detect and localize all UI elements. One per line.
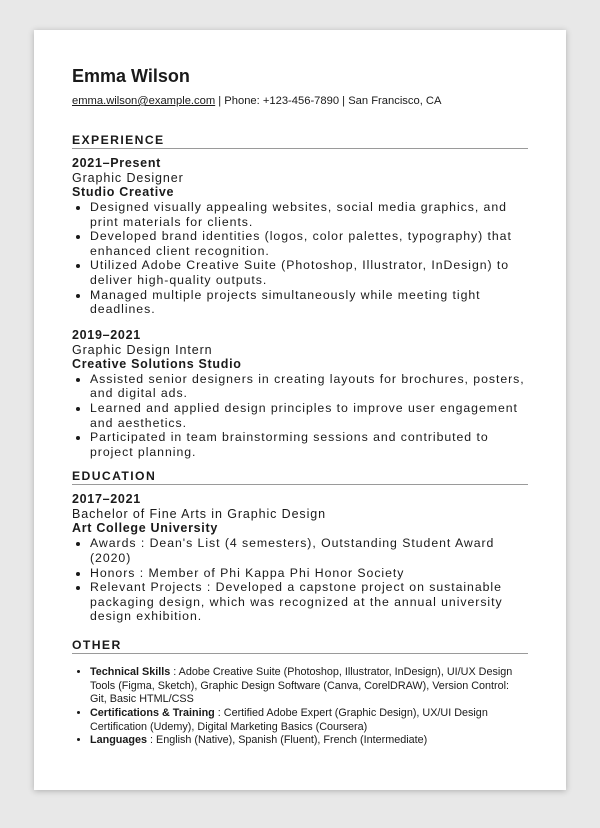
bullet-item: • Assisted senior designers in creating layouts for brochures, posters, and digital ads. (90, 372, 528, 401)
entry-years: 2019–2021 (72, 327, 141, 342)
entry-degree: Bachelor of Fine Arts in Graphic Design (72, 507, 326, 522)
experience-entry (72, 328, 528, 460)
location-text: San Francisco, CA (348, 95, 442, 107)
entry-role: Graphic Design Intern (72, 342, 213, 357)
other-label: Technical Skills (90, 665, 171, 678)
section-title-education: EDUCATION (72, 469, 528, 485)
resume-name: Emma Wilson (72, 66, 190, 86)
entry-bullets (72, 536, 528, 624)
bullet-item: • Managed multiple projects simultaneously while meeting tight deadlines. (90, 288, 528, 317)
other-label: Certifications & Training (90, 706, 215, 719)
email-link[interactable]: emma.wilson@example.com (72, 95, 216, 107)
entry-years: 2021–Present (72, 156, 162, 170)
contact-line (72, 94, 528, 108)
section-title-experience: EXPERIENCE (72, 133, 528, 149)
bullet-item: • Developed brand identities (logos, color palettes, typography) that enhanced client recognition. (90, 229, 528, 258)
entry-company: Creative Solutions Studio (72, 356, 242, 371)
phone-text: Phone: +123-456-7890 (224, 95, 340, 107)
entry-school: Art College University (72, 521, 218, 536)
bullet-item: • Honors : Member of Phi Kappa Phi Honor Society (90, 566, 528, 581)
bullet-item: • Utilized Adobe Creative Suite (Photoshop, Illustrator, InDesign) to deliver high-quality outputs. (90, 258, 528, 287)
other-text: : Certified Adobe Expert (Graphic Design), UX/UI Design Certification (Udemy), Digital Marketing Basics (Coursera) (90, 706, 488, 733)
experience-entry (72, 156, 528, 317)
bullet-item: • Relevant Projects : Developed a capstone project on sustainable packaging design, which was recognized at the annual university design exhibition. (90, 580, 528, 624)
bullet-item: • Designed visually appealing websites, social media graphics, and print materials for clients. (90, 200, 528, 229)
bullet-item: • Learned and applied design principles to improve user engagement and aesthetics. (90, 401, 528, 430)
contact-separator: | (215, 95, 225, 107)
resume-page (34, 30, 566, 790)
entry-role: Graphic Designer (72, 171, 184, 185)
other-item (90, 734, 528, 748)
other-label: Languages (90, 734, 147, 747)
other-item (90, 707, 528, 734)
other-item (90, 666, 528, 707)
entry-bullets (72, 372, 528, 460)
entry-bullets (72, 200, 528, 317)
education-entry (72, 492, 528, 624)
bullet-item: • Awards : Dean's List (4 semesters), Outstanding Student Award (2020) (90, 536, 528, 565)
other-list (72, 666, 528, 748)
other-text: : English (Native), Spanish (Fluent), French (Intermediate) (147, 734, 428, 747)
entry-company: Studio Creative (72, 185, 175, 199)
contact-separator: | (339, 95, 349, 107)
other-text: : Adobe Creative Suite (Photoshop, Illustrator, InDesign), UI/UX Design Tools (Figma, Sketch), Graphic Design Software (Canva, CorelDRAW), Version Control: Git, Basic HTML/CSS (90, 665, 513, 706)
section-title-other: OTHER (72, 638, 528, 654)
bullet-item: • Participated in team brainstorming sessions and contributed to project planning. (90, 430, 528, 459)
entry-years: 2017–2021 (72, 492, 141, 507)
